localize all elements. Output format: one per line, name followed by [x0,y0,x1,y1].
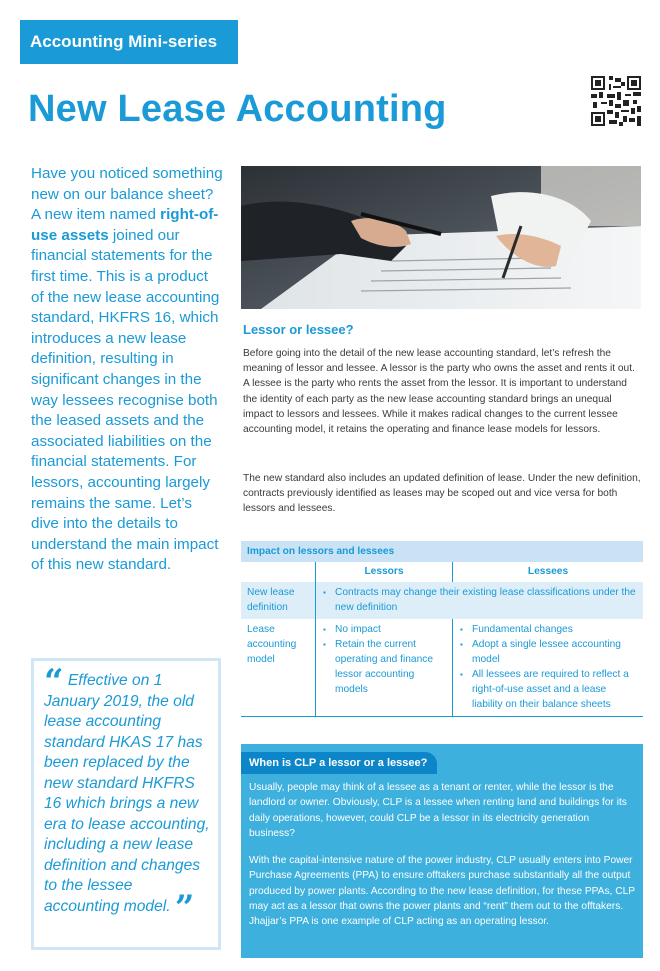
list-item: ▪ No impact [322,622,448,637]
clp-paragraph-1: Usually, people may think of a lessee as a tenant or renter, while the lessor is the landlord or owner. Obviously, CLP is a lessee when renting land and buildings for its daily operations, however, could CLP be a lessor in its electricity generation business? [249,782,627,839]
lessor-lessee-paragraph-2: The new standard also includes an updated definition of lease. Under the new definition, contracts previously identified as leases may be scoped out and vice versa for both lessors and lessees. [243,473,641,515]
page-title: New Lease Accounting [28,88,447,130]
clp-box-heading: When is CLP a lessor or a lessee? [241,752,437,774]
lessors-cell [316,619,453,717]
lessor-lessee-paragraph-1: Before going into the detail of the new lease accounting standard, let’s refresh the meaning of lessor and lessee. A lessor is the party who owns the asset and rents it out. A lessee is the party who rents the asset from the lessor. It is important to understand the identity of each party as the new lease accounting standard brings an unequal impact to lessors and lessees. While it makes radical changes to the current lessee accounting model, it retains the operating and finance lease models for lessors. [243,348,635,436]
list-item: ▪ Adopt a single lessee accounting model [459,637,639,667]
impact-table [241,541,643,717]
intro-highlight: right-of-use assets [31,206,219,244]
intro-text: Have you noticed something new on our balance sheet? A new item named right-of-use assets joined our financial statements for the first time. This is a product of the new lease accounting standard, HKFRS 16, which introduces a new lease definition, resulting in significant changes in the way lessees recognise both the leased assets and the associated liabilities on the financial statements. For lessors, accounting largely remains the same. Let’s dive into the details to understand the main impact of this new standard. [31,165,223,574]
list-item: ▪ Fundamental changes [459,622,639,637]
column-header-blank [241,562,316,582]
list-item: ▪ Retain the current operating and finance lessor accounting models [322,637,448,697]
list-item: ▪ All lessees are required to reflect a right-of-use asset and a lease liability on their balance sheets [459,667,639,712]
close-quote-icon: ” [174,887,195,928]
row-label-lease-accounting-model: Lease accounting model [241,619,316,717]
qr-code-icon[interactable] [591,76,641,126]
series-banner: Accounting Mini-series [20,20,238,64]
table-row [241,582,643,619]
clp-info-box [241,744,643,958]
open-quote-icon: “ [44,662,64,702]
lessees-cell [453,619,644,717]
list-item: ▪ Contracts may change their existing lease classifications under the new definition [322,585,639,615]
merged-cell [316,582,644,619]
pull-quote-text: “ Effective on 1 January 2019, the old lease accounting standard HKAS 17 has been replaced by the new standard HKFRS 16 which brings a new era to lease accounting, including a new lease definition and changes to the lessee accounting model. ” [44,662,210,928]
pull-quote [31,658,221,950]
impact-table-title: Impact on lessors and lessees [241,541,643,562]
column-header-lessees: Lessees [453,562,644,582]
table-row [241,619,643,717]
clp-paragraph-2: With the capital-intensive nature of the power industry, CLP usually enters into Power Purchase Agreements (PPA) to ensure offtakers purchase substantially all the output produced by power plants. According to the new lease definition, for these PPAs, CLP may act as a lessor that owns the power plants and “rent” them out to the offtakers. Jhajjar’s PPA is one example of CLP acting as an operating lessor. [249,855,635,928]
row-label-new-lease-definition: New lease definition [241,582,316,619]
lessor-lessee-heading: Lessor or lessee? [243,322,354,337]
column-header-lessors: Lessors [316,562,453,582]
signing-contract-photo [241,166,641,309]
